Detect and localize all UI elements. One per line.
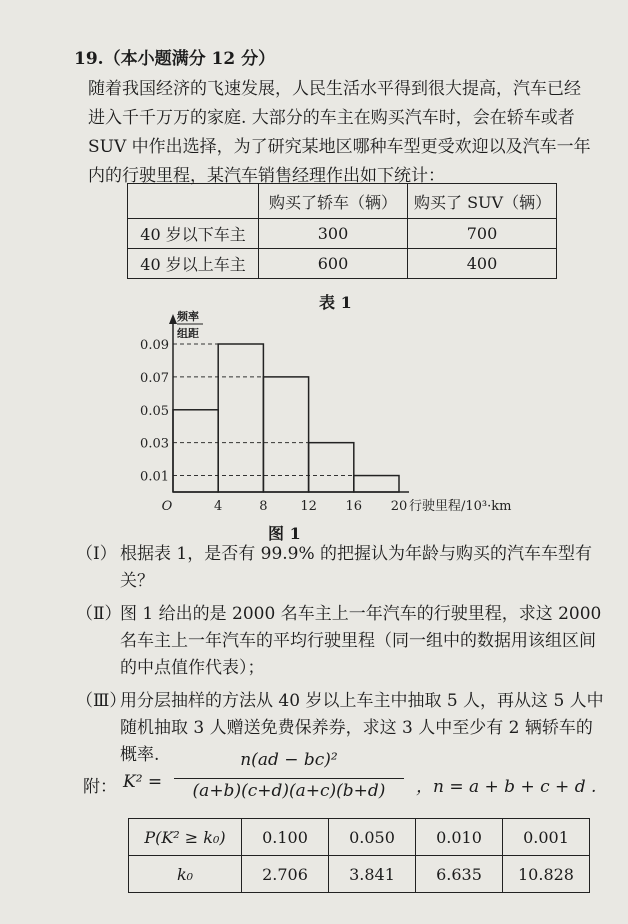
intro-line: 随着我国经济的飞速发展，人民生活水平得到很大提高，汽车已经	[88, 79, 581, 99]
table-cell: 700	[408, 219, 557, 249]
table-header-cell: 购买了轿车（辆）	[259, 184, 408, 219]
intro-line: 进入千千万万的家庭. 大部分的车主在购买汽车时，会在轿车或者	[88, 108, 575, 128]
table-row	[128, 184, 557, 219]
formula-denominator: (a+b)(c+d)(a+c)(b+d)	[192, 781, 386, 801]
table-cell: 3.841	[329, 856, 416, 893]
intro-line: 内的行驶里程，某汽车销售经理作出如下统计：	[88, 166, 445, 186]
question-header: 19.（本小题满分 12 分）	[74, 49, 276, 69]
x-tick-label: 16	[345, 499, 363, 514]
figure-1-caption: 图 1	[268, 524, 301, 543]
table-row-header: P(K² ≥ k₀)	[129, 819, 242, 856]
sub-question-text: 根据表 1，是否有 99.9% 的把握认为年龄与购买的汽车车型有关？	[120, 544, 593, 591]
sub-question-number: （Ⅱ）	[76, 604, 122, 624]
table-cell: 300	[259, 219, 408, 249]
y-axis-label-top: 频率	[177, 310, 199, 323]
histogram-bar	[218, 344, 263, 492]
sub-question-number: （Ⅲ）	[76, 691, 127, 711]
sub-question-1	[76, 541, 606, 595]
histogram-chart	[110, 308, 512, 520]
table-row-header: 40 岁以上车主	[128, 249, 259, 279]
sub-question-2	[76, 601, 606, 682]
sub-question-text: 用分层抽样的方法从 40 岁以上车主中抽取 5 人，再从这 5 人中随机抽取 3 人赠送免费保养券，求这 3 人中至少有 2 辆轿车的概率.	[120, 691, 604, 765]
table-row	[128, 219, 557, 249]
y-axis-label-bottom: 组距	[177, 327, 199, 340]
formula-numerator: n(ad − bc)²	[240, 750, 338, 770]
table-cell	[128, 184, 259, 219]
y-axis-arrow	[169, 314, 177, 324]
table-1-caption: 表 1	[319, 293, 352, 312]
intro-line: SUV 中作出选择，为了研究某地区哪种车型更受欢迎以及汽车一年	[88, 137, 591, 157]
table-1	[127, 183, 557, 279]
table-cell: 0.050	[329, 819, 416, 856]
k-squared-formula	[83, 750, 603, 810]
table-row	[128, 249, 557, 279]
formula-fraction	[174, 750, 404, 801]
y-tick-label: 0.03	[140, 436, 169, 452]
table-header-cell: 购买了 SUV（辆）	[408, 184, 557, 219]
x-tick-label: 8	[259, 499, 268, 514]
formula-label: 附：	[83, 777, 117, 797]
histogram-bar	[354, 476, 399, 492]
y-tick-label: 0.07	[140, 370, 169, 386]
fraction-bar	[174, 778, 404, 779]
table-row-header: k₀	[129, 856, 242, 893]
sub-question-text: 图 1 给出的是 2000 名车主上一年汽车的行驶里程，求这 2000 名车主上一年汽车的平均行驶里程（同一组中的数据用该组区间的中点值作代表）；	[120, 604, 602, 678]
x-tick-label: 12	[300, 499, 317, 514]
table-cell: 0.100	[242, 819, 329, 856]
histogram-bar	[309, 443, 354, 492]
table-row-header: 40 岁以下车主	[128, 219, 259, 249]
formula-tail: ，n = a + b + c + d .	[416, 777, 597, 797]
y-tick-label: 0.05	[140, 403, 169, 419]
histogram-bar	[263, 377, 308, 492]
x-tick-label: 4	[214, 499, 223, 514]
table-cell: 400	[408, 249, 557, 279]
y-tick-label: 0.01	[140, 469, 169, 485]
table-cell: 10.828	[503, 856, 590, 893]
sub-questions	[76, 541, 606, 775]
table-cell: 6.635	[416, 856, 503, 893]
table-row	[129, 856, 590, 893]
y-tick-label: 0.09	[140, 338, 169, 353]
x-tick-label: O	[161, 499, 173, 514]
table-row	[129, 819, 590, 856]
question-intro	[88, 75, 593, 191]
x-axis-label: 行驶里程/10³·km	[409, 499, 512, 514]
table-cell: 2.706	[242, 856, 329, 893]
x-tick-label: 20	[390, 499, 408, 514]
table-cell: 0.001	[503, 819, 590, 856]
formula-lhs: K² =	[123, 772, 163, 792]
histogram-bar	[173, 410, 218, 492]
table-cell: 600	[259, 249, 408, 279]
table-cell: 0.010	[416, 819, 503, 856]
sub-question-number: （Ⅰ）	[76, 544, 117, 564]
critical-value-table	[128, 818, 590, 893]
